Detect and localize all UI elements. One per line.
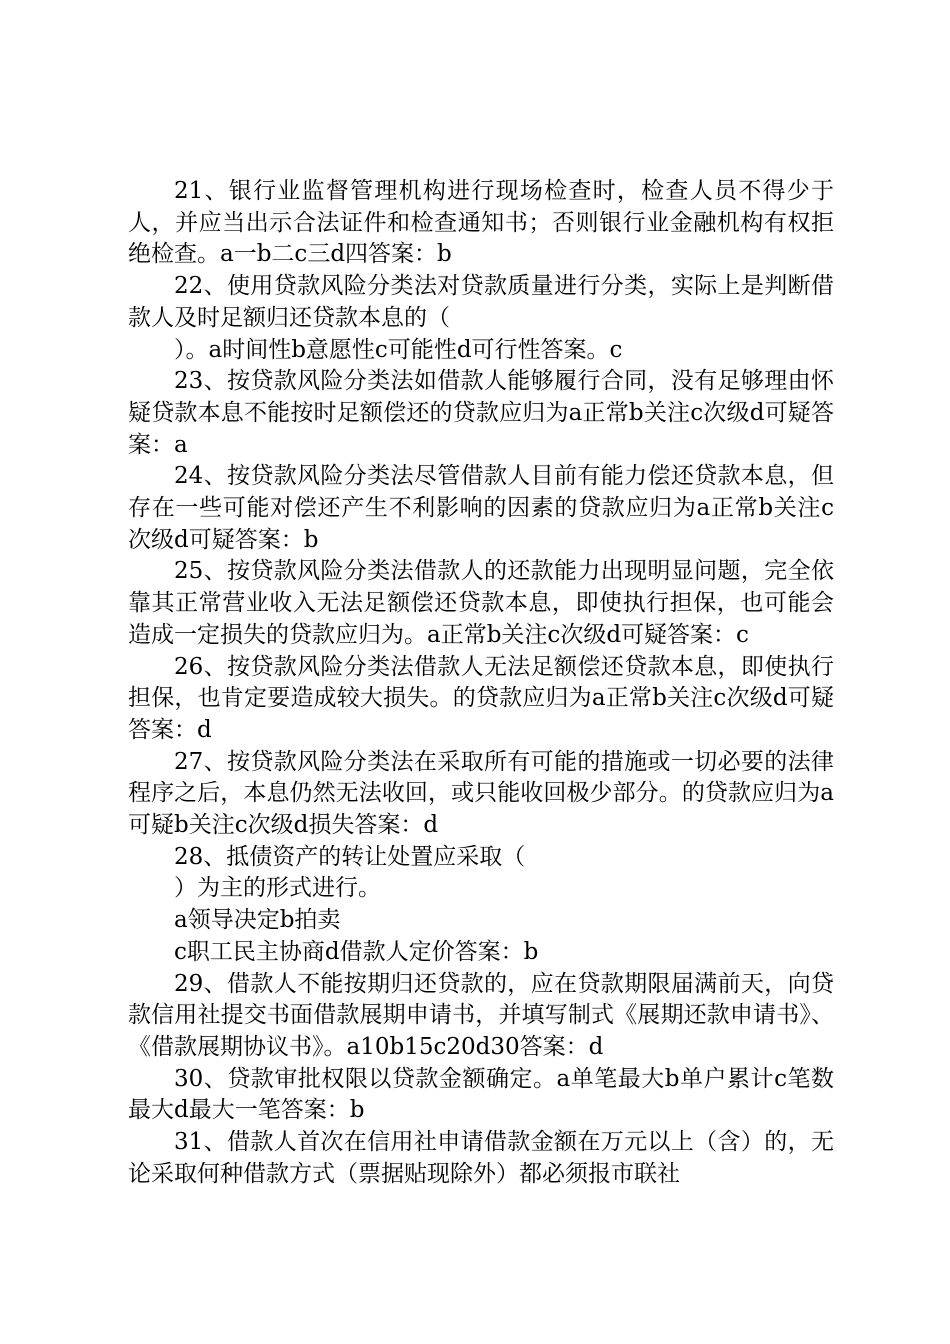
- question-28-options-ab: a领导决定b拍卖: [174, 907, 341, 934]
- question-28-continuation: ）为主的形式进行。: [174, 875, 381, 902]
- question-24: 24、按贷款风险分类法尽管借款人目前有能力偿还贷款本息，但存在一些可能对偿还产生不利影响的因素的贷款应归为a正常b关注c次级d可疑答案：b: [128, 463, 834, 553]
- question-21: 21、银行业监督管理机构进行现场检查时，检查人员不得少于人，并应当出示合法证件和检查通知书；否则银行业金融机构有权拒绝检查。a一b二c三d四答案：b: [128, 178, 834, 268]
- question-22-options: ）。a时间性b意愿性c可能性d可行性答案。c: [174, 336, 623, 363]
- question-31: 31、借款人首次在信用社申请借款金额在万元以上（含）的，无论采取何种借款方式（票据贴现除外）都必须报市联社: [128, 1129, 834, 1187]
- question-26: 26、按贷款风险分类法借款人无法足额偿还贷款本息，即使执行担保，也肯定要造成较大损失。的贷款应归为a正常b关注c次级d可疑答案：d: [128, 653, 834, 743]
- question-22: 22、使用贷款风险分类法对贷款质量进行分类，实际上是判断借款人及时足额归还贷款本息的（: [128, 273, 834, 331]
- question-27: 27、按贷款风险分类法在采取所有可能的措施或一切必要的法律程序之后，本息仍然无法收回，或只能收回极少部分。的贷款应归为a可疑b关注c次级d损失答案：d: [128, 748, 834, 839]
- question-28: 28、抵债资产的转让处置应采取（: [174, 843, 526, 870]
- question-28-options-cd: c职工民主协商d借款人定价答案：b: [174, 938, 539, 965]
- question-25: 25、按贷款风险分类法借款人的还款能力出现明显问题，完全依靠其正常营业收入无法足额偿还贷款本息，即使执行担保，也可能会造成一定损失的贷款应归为。a正常b关注c次级d可疑答案：c: [128, 558, 834, 648]
- question-30: 30、贷款审批权限以贷款金额确定。a单笔最大b单户累计c笔数最大d最大一笔答案：b: [128, 1065, 834, 1124]
- document-body: [128, 176, 834, 1191]
- question-29: 29、借款人不能按期归还贷款的，应在贷款期限届满前天，向贷款信用社提交书面借款展期申请书，并填写制式《展期还款申请书》、《借款展期协议书》。a10b15c20d30答案：d: [128, 970, 834, 1060]
- question-23: 23、按贷款风险分类法如借款人能够履行合同，没有足够理由怀疑贷款本息不能按时足额偿还的贷款应归为a正常b关注c次级d可疑答案：a: [128, 368, 834, 458]
